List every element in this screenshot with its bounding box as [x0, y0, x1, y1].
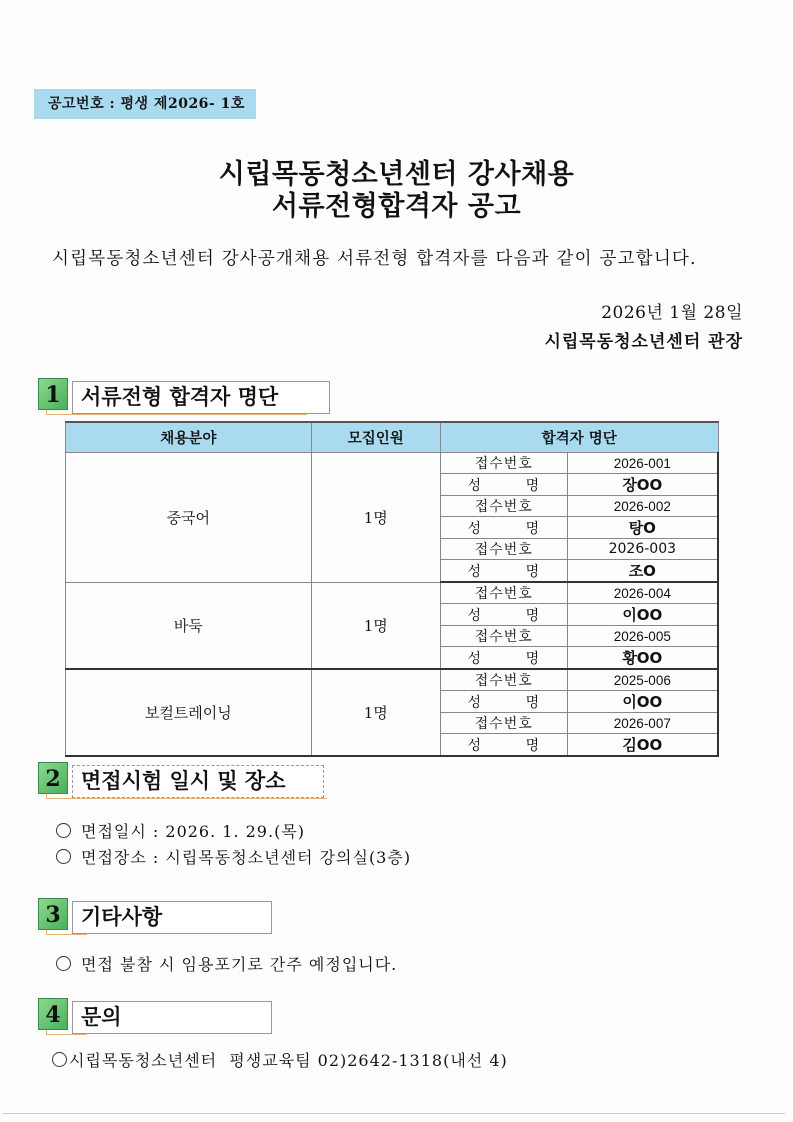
applicant-name: 이OO [567, 691, 718, 713]
id-label: 접수번호 [440, 453, 567, 474]
other-note [56, 952, 397, 975]
applicant-name: 황OO [567, 647, 718, 670]
applicant-id: 2026-007 [567, 713, 718, 734]
count-cell: 1명 [311, 669, 440, 756]
section-title: 면접시험 일시 및 장소 [72, 765, 324, 798]
name-label: 성 명 [440, 647, 567, 670]
name-label: 성 명 [440, 691, 567, 713]
table-row [66, 582, 719, 604]
circle-bullet-icon [52, 1052, 67, 1067]
table-row [66, 669, 719, 691]
intro-text: 시립목동청소년센터 강사공개채용 서류전형 합격자를 다음과 같이 공고합니다. [52, 249, 697, 269]
issuer: 시립목동청소년센터 관장 [544, 332, 743, 352]
contact-text: 시립목동청소년센터 평생교육팀 02)2642-1318(내선 4) [69, 1051, 508, 1070]
applicant-id: 2026-001 [567, 453, 718, 474]
interview-place-text: 면접장소 : 시립목동청소년센터 강의실(3층) [81, 848, 412, 867]
table-header-row [66, 422, 719, 453]
page-bottom-divider [2, 1113, 785, 1114]
applicant-name: 이OO [567, 604, 718, 626]
id-label: 접수번호 [440, 582, 567, 604]
header-field: 채용분야 [66, 422, 312, 453]
id-label: 접수번호 [440, 669, 567, 691]
section-number-badge: 2 [38, 762, 68, 794]
page-title-line1: 시립목동청소년센터 강사채용 [218, 159, 575, 190]
applicant-id: 2026-004 [567, 582, 718, 604]
other-note-text: 면접 불참 시 임용포기로 간주 예정입니다. [81, 955, 398, 974]
name-label: 성 명 [440, 604, 567, 626]
count-cell: 1명 [311, 582, 440, 669]
applicant-id: 2025-006 [567, 669, 718, 691]
table-row [66, 453, 719, 474]
announcement-date: 2026년 1월 28일 [601, 303, 743, 323]
applicant-name: 탕O [567, 517, 718, 539]
name-label: 성 명 [440, 560, 567, 583]
notice-number: 공고번호 : 평생 제2026- 1호 [34, 89, 256, 119]
id-label: 접수번호 [440, 713, 567, 734]
name-label: 성 명 [440, 474, 567, 496]
section-title: 문의 [72, 1001, 272, 1034]
section-title: 기타사항 [72, 901, 272, 934]
section-number-badge: 4 [38, 998, 68, 1030]
applicant-id: 2026-005 [567, 626, 718, 647]
field-cell: 바둑 [66, 582, 312, 669]
circle-bullet-icon [56, 956, 71, 971]
contact-info [52, 1048, 508, 1071]
interview-date [56, 819, 305, 842]
applicant-id: 2026-003 [567, 539, 718, 560]
count-cell: 1명 [311, 453, 440, 583]
interview-place [56, 845, 411, 868]
circle-bullet-icon [56, 823, 71, 838]
header-count: 모집인원 [311, 422, 440, 453]
applicant-name: 장OO [567, 474, 718, 496]
id-label: 접수번호 [440, 496, 567, 517]
id-label: 접수번호 [440, 626, 567, 647]
roster-table [65, 421, 719, 757]
section-title: 서류전형 합격자 명단 [72, 381, 330, 414]
name-label: 성 명 [440, 517, 567, 539]
interview-date-text: 면접일시 : 2026. 1. 29.(목) [81, 822, 306, 841]
field-cell: 중국어 [66, 453, 312, 583]
circle-bullet-icon [56, 849, 71, 864]
applicant-id: 2026-002 [567, 496, 718, 517]
section-number-badge: 1 [38, 378, 68, 410]
field-cell: 보컬트레이닝 [66, 669, 312, 756]
applicant-name: 조O [567, 560, 718, 583]
header-applicants: 합격자 명단 [440, 422, 718, 453]
page-title-line2: 서류전형합격자 공고 [271, 191, 522, 222]
applicant-name: 김OO [567, 734, 718, 757]
section-number-badge: 3 [38, 898, 68, 930]
id-label: 접수번호 [440, 539, 567, 560]
name-label: 성 명 [440, 734, 567, 757]
